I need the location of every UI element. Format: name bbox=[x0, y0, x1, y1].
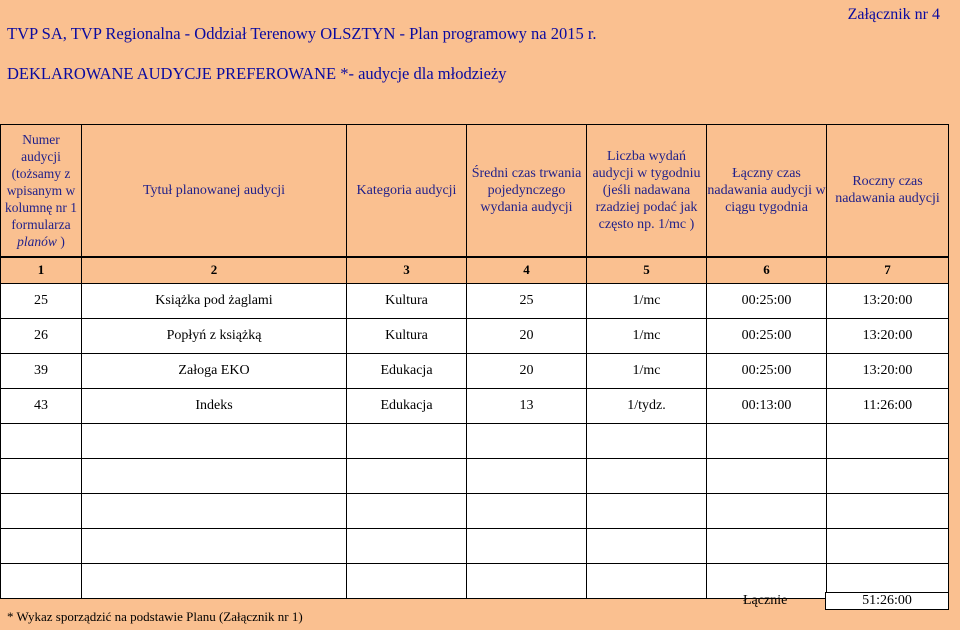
cell-title: Popłyń z książką bbox=[82, 318, 347, 353]
col-header-yearly-total: Roczny czas nadawania audycji bbox=[827, 125, 949, 257]
cell-number bbox=[1, 493, 82, 528]
col-header-number-title: Numer audycji bbox=[21, 131, 61, 164]
column-number: 1 bbox=[1, 257, 82, 284]
col-header-number-close: ) bbox=[60, 233, 65, 249]
cell-frequency: 1/tydz. bbox=[587, 388, 707, 423]
col-header-avg-duration: Średni czas trwania pojedynczego wydania audycji bbox=[467, 125, 587, 257]
cell-weekly-total bbox=[707, 493, 827, 528]
cell-yearly-total: 13:20:00 bbox=[827, 283, 949, 318]
cell-weekly-total: 00:25:00 bbox=[707, 318, 827, 353]
cell-weekly-total bbox=[707, 528, 827, 563]
cell-title: Załoga EKO bbox=[82, 353, 347, 388]
cell-category bbox=[347, 423, 467, 458]
cell-frequency bbox=[587, 563, 707, 598]
col-header-category: Kategoria audycji bbox=[347, 125, 467, 257]
total-value: 51:26:00 bbox=[825, 592, 949, 610]
cell-frequency: 1/mc bbox=[587, 353, 707, 388]
cell-category: Edukacja bbox=[347, 388, 467, 423]
column-number: 5 bbox=[587, 257, 707, 284]
cell-yearly-total bbox=[827, 458, 949, 493]
cell-avg-duration bbox=[467, 528, 587, 563]
cell-title bbox=[82, 563, 347, 598]
cell-title bbox=[82, 458, 347, 493]
cell-weekly-total: 00:25:00 bbox=[707, 283, 827, 318]
column-number: 6 bbox=[707, 257, 827, 284]
table-row bbox=[1, 458, 949, 493]
col-header-episodes-note: (jeśli nadawana rzadziej podać jak często np. 1/mc ) bbox=[595, 182, 698, 232]
table-row bbox=[1, 353, 949, 388]
cell-frequency bbox=[587, 423, 707, 458]
cell-avg-duration: 13 bbox=[467, 388, 587, 423]
cell-avg-duration bbox=[467, 493, 587, 528]
cell-number bbox=[1, 458, 82, 493]
col-header-title: Tytuł planowanej audycji bbox=[82, 125, 347, 257]
col-header-number-italic: planów bbox=[17, 233, 57, 249]
cell-category bbox=[347, 528, 467, 563]
total-label: Łącznie bbox=[743, 593, 788, 608]
cell-yearly-total bbox=[827, 528, 949, 563]
cell-frequency bbox=[587, 493, 707, 528]
cell-number: 26 bbox=[1, 318, 82, 353]
table-row bbox=[1, 283, 949, 318]
cell-number bbox=[1, 563, 82, 598]
cell-avg-duration: 25 bbox=[467, 283, 587, 318]
cell-weekly-total: 00:25:00 bbox=[707, 353, 827, 388]
cell-frequency: 1/mc bbox=[587, 283, 707, 318]
col-header-number bbox=[1, 125, 82, 257]
col-header-weekly-total: Łączny czas nadawania audycji w ciągu tygodnia bbox=[707, 125, 827, 257]
programme-table bbox=[0, 124, 949, 599]
column-number: 7 bbox=[827, 257, 949, 284]
col-header-episodes-title: Liczba wydań audycji w tygodniu bbox=[592, 148, 701, 181]
cell-title: Książka pod żaglami bbox=[82, 283, 347, 318]
cell-yearly-total bbox=[827, 423, 949, 458]
cell-number: 25 bbox=[1, 283, 82, 318]
cell-weekly-total bbox=[707, 458, 827, 493]
cell-yearly-total: 13:20:00 bbox=[827, 318, 949, 353]
cell-title bbox=[82, 493, 347, 528]
cell-category bbox=[347, 493, 467, 528]
cell-frequency: 1/mc bbox=[587, 318, 707, 353]
cell-yearly-total: 11:26:00 bbox=[827, 388, 949, 423]
cell-title: Indeks bbox=[82, 388, 347, 423]
cell-category bbox=[347, 458, 467, 493]
document-subtitle: DEKLAROWANE AUDYCJE PREFEROWANE *- audycje dla młodzieży bbox=[7, 64, 507, 83]
footnote: * Wykaz sporządzić na podstawie Planu (Załącznik nr 1) bbox=[7, 609, 303, 624]
cell-number bbox=[1, 528, 82, 563]
cell-frequency bbox=[587, 528, 707, 563]
cell-avg-duration bbox=[467, 563, 587, 598]
table-row bbox=[1, 318, 949, 353]
cell-frequency bbox=[587, 458, 707, 493]
column-number: 4 bbox=[467, 257, 587, 284]
cell-number: 39 bbox=[1, 353, 82, 388]
column-number: 2 bbox=[82, 257, 347, 284]
cell-title bbox=[82, 528, 347, 563]
column-number: 3 bbox=[347, 257, 467, 284]
cell-category: Kultura bbox=[347, 283, 467, 318]
annex-label: Załącznik nr 4 bbox=[847, 6, 940, 23]
table-row bbox=[1, 563, 949, 598]
cell-weekly-total: 00:13:00 bbox=[707, 388, 827, 423]
cell-number: 43 bbox=[1, 388, 82, 423]
document-title: TVP SA, TVP Regionalna - Oddział Terenowy OLSZTYN - Plan programowy na 2015 r. bbox=[7, 24, 597, 43]
cell-avg-duration bbox=[467, 423, 587, 458]
cell-category: Edukacja bbox=[347, 353, 467, 388]
cell-yearly-total: 13:20:00 bbox=[827, 353, 949, 388]
cell-category: Kultura bbox=[347, 318, 467, 353]
col-header-number-note: (tożsamy z wpisanym w kolumnę nr 1 formularza bbox=[5, 165, 77, 232]
cell-yearly-total bbox=[827, 493, 949, 528]
table-row bbox=[1, 493, 949, 528]
cell-avg-duration bbox=[467, 458, 587, 493]
cell-number bbox=[1, 423, 82, 458]
table-row bbox=[1, 423, 949, 458]
table-row bbox=[1, 528, 949, 563]
cell-weekly-total bbox=[707, 423, 827, 458]
table-row bbox=[1, 388, 949, 423]
cell-title bbox=[82, 423, 347, 458]
column-number-row bbox=[1, 257, 949, 284]
cell-avg-duration: 20 bbox=[467, 353, 587, 388]
col-header-episodes-per-week bbox=[587, 125, 707, 257]
header-row bbox=[1, 125, 949, 257]
cell-avg-duration: 20 bbox=[467, 318, 587, 353]
cell-category bbox=[347, 563, 467, 598]
